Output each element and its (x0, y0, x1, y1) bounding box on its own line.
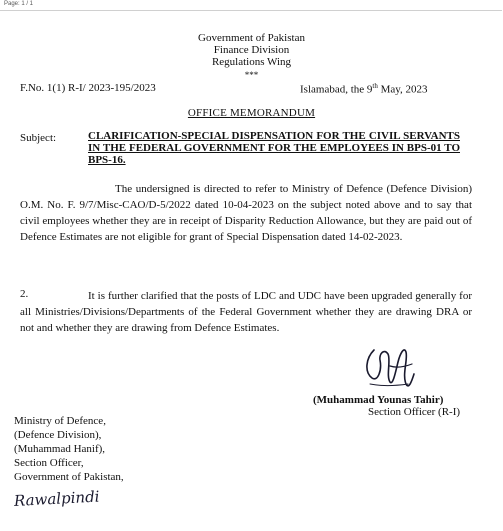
header-division: Finance Division (213, 44, 290, 56)
memo-date: Islamabad, the 9th May, 2023 (300, 82, 428, 96)
file-number: F.No. 1(1) R-I/ 2023-195/2023 (20, 82, 156, 94)
subject-label: Subject: (20, 132, 57, 144)
recipient-line-2: (Defence Division), (14, 429, 102, 441)
svg-text:Rawalpindi: Rawalpindi (13, 487, 100, 510)
paragraph-2: It is further clarified that the posts of LDC and UDC have been upgraded generally for all Ministries/Divisions/Departments of the Federal Government whether they are drawing DRA or not and whether they are drawing from Defence Estimates. (20, 290, 472, 334)
recipient-line-4: Section Officer, (14, 457, 84, 469)
recipient-line-5: Government of Pakistan, (14, 471, 124, 483)
signatory-name: (Muhammad Younas Tahir) (313, 394, 444, 406)
memo-title: OFFICE MEMORANDUM (187, 107, 316, 119)
page-indicator: Page: 1 / 1 (4, 1, 34, 7)
header-wing: Regulations Wing (211, 56, 292, 68)
paragraph-2-number: 2. (20, 288, 29, 300)
signature (360, 340, 420, 395)
paragraph-1: The undersigned is directed to refer to Ministry of Defence (Defence Division) O.M. No. F. 9/7/Misc-CAO/D-5/2022 dated 10-04-2023 on the subject noted above and to say that civil employees whether they are in receipt of Disparity Reduction Allowance, but they are paid out of Defence Estimates are not eligible for grant of Special Dispensation dated 14-02-2023. (20, 183, 472, 243)
subject-text: CLARIFICATION-SPECIAL DISPENSATION FOR THE CIVIL SERVANTS IN THE FEDERAL GOVERNMENT FOR THE EMPLOYEES IN BPS-01 TO BPS-16. (88, 130, 460, 166)
header-government: Government of Pakistan (198, 32, 305, 44)
header-stars: *** (244, 70, 259, 80)
recipient-line-3: (Muhammad Hanif), (14, 443, 106, 455)
recipient-line-1: Ministry of Defence, (14, 415, 106, 427)
handwritten-place (12, 487, 132, 513)
signatory-designation: Section Officer (R-I) (368, 406, 461, 418)
